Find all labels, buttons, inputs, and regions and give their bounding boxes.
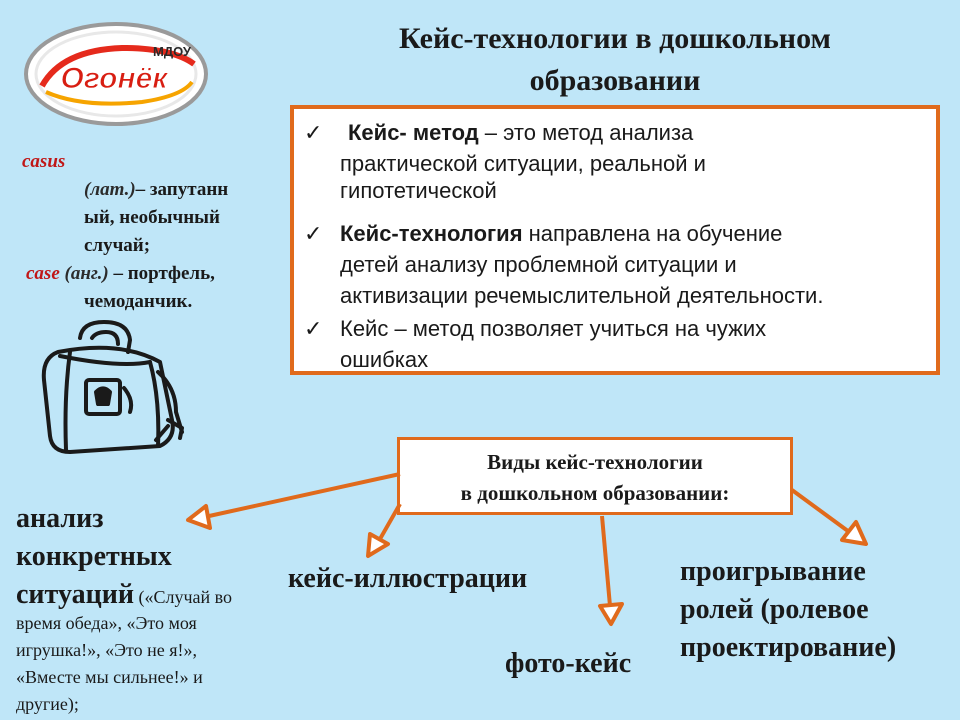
- page-title: [300, 18, 930, 102]
- checkmark-icon: ✓: [304, 120, 323, 145]
- checkmark-icon: ✓: [304, 316, 323, 341]
- meaning-casus-b: ый, необычный: [84, 207, 220, 228]
- etymology-notes: [14, 148, 284, 316]
- type-situation-analysis: [16, 500, 286, 718]
- arrow-icon: [792, 490, 852, 534]
- logo-brand-text: Огонёк: [60, 62, 168, 95]
- arrow-icon: [600, 604, 622, 624]
- ogonek-logo: [22, 20, 210, 128]
- checkmark-icon: ✓: [304, 221, 323, 246]
- arrow-icon: [602, 516, 610, 606]
- definition-text: Кейс – метод позволяет учиться на чужих: [340, 316, 767, 341]
- types-heading-line-2: в дошкольном образовании:: [460, 481, 730, 505]
- type-label: ситуаций: [16, 579, 134, 610]
- meaning-case-a: – портфель,: [108, 263, 215, 284]
- type-label: ролей (ролевое: [680, 594, 869, 625]
- definition-text: практической ситуации, реальной и: [340, 151, 706, 176]
- examples-text: игрушка!», «Это не я!»,: [16, 640, 198, 660]
- type-case-illustrations: кейс-иллюстрации: [288, 563, 528, 594]
- definition-text: направлена на обучение: [522, 221, 783, 246]
- term-case-technology: Кейс-технология: [340, 221, 523, 246]
- definition-item: [304, 218, 926, 311]
- arrow-icon: [368, 534, 388, 556]
- examples-text: «Вместе мы сильнее!» и: [16, 667, 203, 687]
- type-role-play: [680, 553, 950, 667]
- definition-text: гипотетической: [340, 178, 497, 203]
- type-photo-case: фото-кейс: [505, 648, 632, 679]
- meaning-casus-c: случай;: [84, 235, 151, 256]
- logo-graphic: [22, 20, 210, 128]
- definitions-box: [290, 105, 940, 375]
- definition-text: – это метод анализа: [478, 120, 694, 145]
- title-line-2: образовании: [529, 64, 701, 97]
- type-label: анализ: [16, 503, 104, 534]
- latin-word-casus: casus: [22, 151, 66, 172]
- meaning-casus-a: – запутанн: [135, 179, 229, 200]
- english-word-case: case: [26, 263, 60, 284]
- types-heading-box: [397, 437, 793, 515]
- type-label: проигрывание: [680, 556, 866, 587]
- examples-text: («Случай во: [133, 587, 233, 607]
- lang-english: (анг.): [64, 263, 109, 284]
- definition-text: детей анализу проблемной ситуации и: [340, 252, 737, 277]
- types-heading-line-1: Виды кейс-технологии: [487, 450, 703, 474]
- definition-item: [304, 313, 926, 375]
- logo-org-label: МДОУ: [153, 44, 191, 59]
- definition-text: активизации речемыслительной деятельности.: [340, 283, 824, 308]
- definition-item: [304, 117, 926, 206]
- type-label: проектирование): [680, 632, 897, 663]
- lang-latin: (лат.): [84, 179, 136, 200]
- examples-text: время обеда», «Это моя: [16, 613, 197, 633]
- type-label: конкретных: [16, 541, 172, 572]
- title-line-1: Кейс-технологии в дошкольном: [399, 22, 831, 55]
- examples-text: другие);: [16, 694, 79, 714]
- term-case-method: Кейс- метод: [348, 120, 479, 145]
- arrow-icon: [842, 522, 866, 544]
- meaning-case-b: чемоданчик.: [84, 291, 193, 312]
- definition-text: ошибках: [340, 347, 429, 372]
